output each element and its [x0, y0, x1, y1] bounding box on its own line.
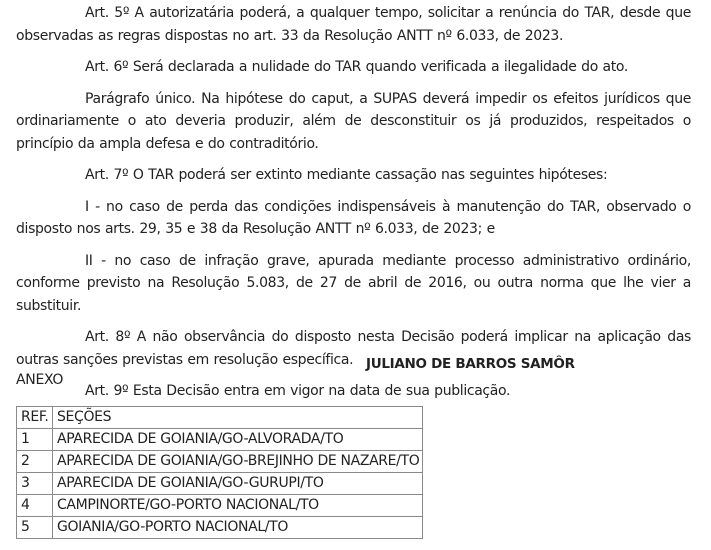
cell-ref: 4	[17, 495, 53, 517]
table-row	[17, 451, 423, 473]
signature-name: JULIANO DE BARROS SAMÔR	[366, 356, 575, 372]
cell-section: APARECIDA DE GOIANIA/GO-GURUPI/TO	[53, 473, 423, 495]
cell-section: GOIANIA/GO-PORTO NACIONAL/TO	[53, 517, 423, 539]
table-row	[17, 473, 423, 495]
paragraph-art-9: Art. 9º Esta Decisão entra em vigor na data de sua publicação.	[85, 383, 511, 399]
table-row	[17, 429, 423, 451]
cell-section: APARECIDA DE GOIANIA/GO-ALVORADA/TO	[53, 429, 423, 451]
cell-section: APARECIDA DE GOIANIA/GO-BREJINHO DE NAZARE/TO	[53, 451, 423, 473]
cell-ref: 5	[17, 517, 53, 539]
paragraph-art-6-sole: Parágrafo único. Na hipótese do caput, a SUPAS deverá impedir os efeitos jurídicos que ordinariamente o ato deveria produzir, além de desconstituir os já produzidos, respeitados o princípio da ampla defesa e do contraditório.	[16, 90, 691, 152]
paragraph-art-5: Art. 5º A autorizatária poderá, a qualquer tempo, solicitar a renúncia do TAR, desde que observadas as regras dispostas no art. 33 da Resolução ANTT nº 6.033, de 2023.	[16, 5, 691, 44]
header-sections: SEÇÕES	[53, 407, 423, 429]
cell-section: CAMPINORTE/GO-PORTO NACIONAL/TO	[53, 495, 423, 517]
paragraph-art-7-item-ii: II - no caso de infração grave, apurada mediante processo administrativo ordinário, conforme previsto na Resolução 5.083, de 27 de abril de 2016, ou outra norma que lhe vier a substituir.	[16, 252, 691, 314]
document-body	[16, 2, 691, 412]
annex-label: ANEXO	[16, 372, 64, 388]
cell-ref: 1	[17, 429, 53, 451]
paragraph-art-7-item-i: I - no caso de perda das condições indispensáveis à manutenção do TAR, observado o disposto nos arts. 29, 35 e 38 da Resolução ANTT nº 6.033, de 2023; e	[16, 198, 691, 237]
header-ref: REF.	[17, 407, 53, 429]
paragraph-art-6: Art. 6º Será declarada a nulidade do TAR quando verificada a ilegalidade do ato.	[85, 59, 628, 75]
sections-table	[16, 406, 423, 539]
paragraph-art-8: Art. 8º A não observância do disposto nesta Decisão poderá implicar na aplicação das outras sanções previstas em resolução específica.	[16, 329, 691, 368]
paragraph-art-7: Art. 7º O TAR poderá ser extinto mediante cassação nas seguintes hipóteses:	[85, 167, 608, 183]
table-header-row	[17, 407, 423, 429]
table-row	[17, 495, 423, 517]
cell-ref: 3	[17, 473, 53, 495]
cell-ref: 2	[17, 451, 53, 473]
table-row	[17, 517, 423, 539]
